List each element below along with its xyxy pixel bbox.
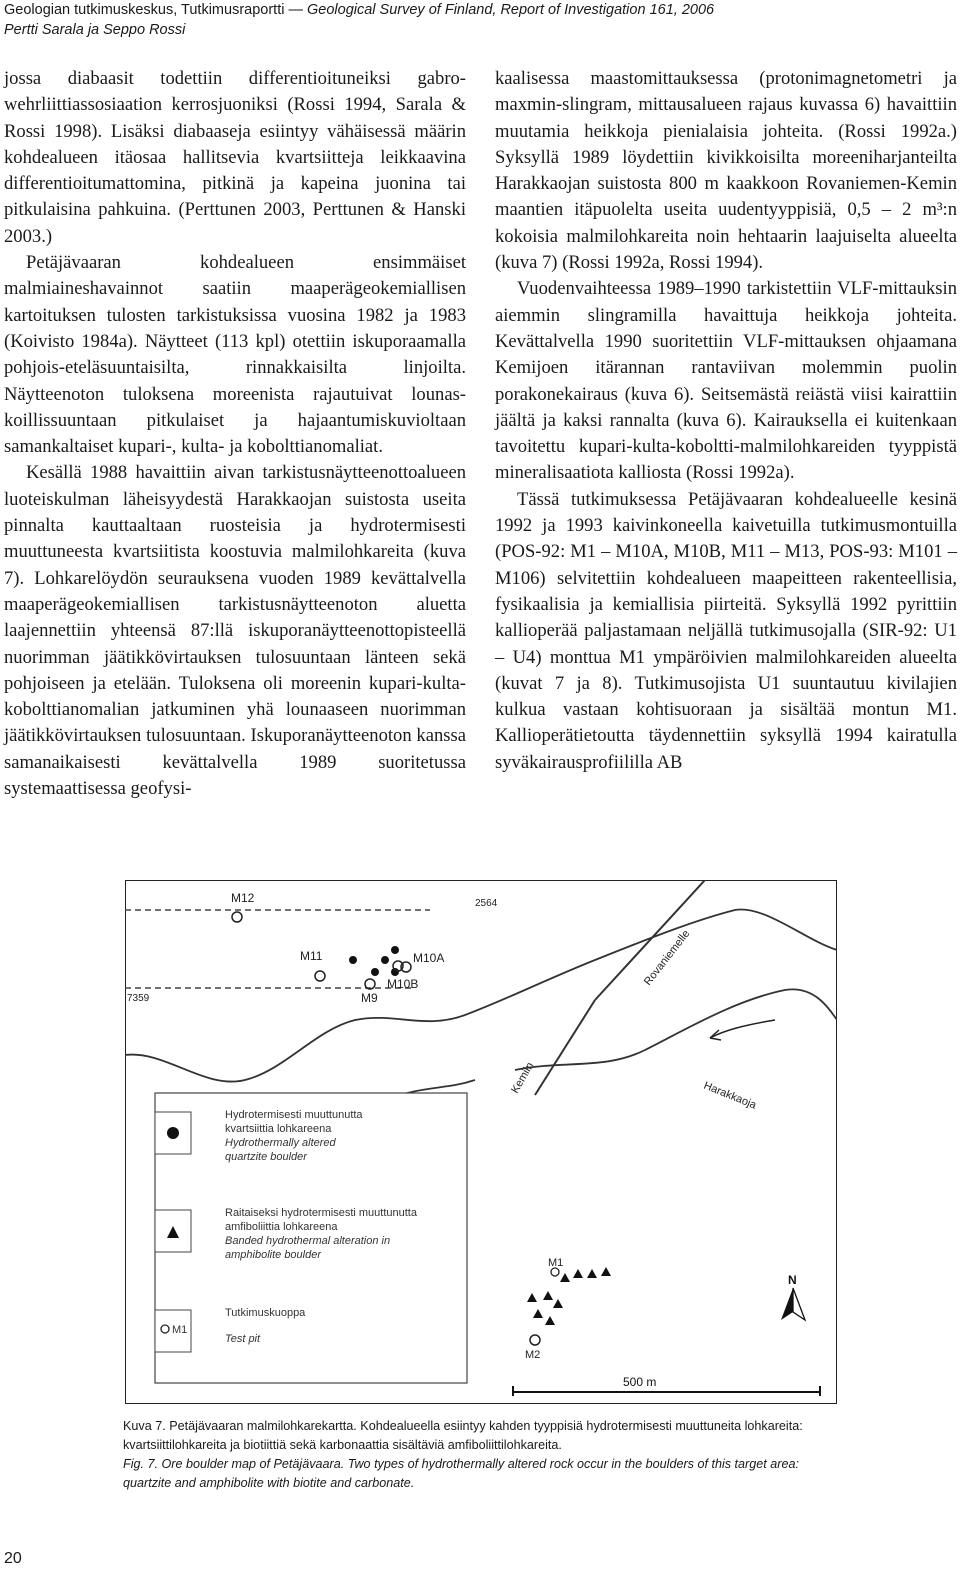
left-column: [4, 66, 466, 802]
quartzite-boulder-marker: [371, 968, 379, 976]
quartzite-boulder-marker: [349, 956, 357, 964]
label-north: N: [788, 1273, 797, 1287]
figure-caption: [123, 1417, 843, 1493]
right-column: [495, 66, 957, 776]
paragraph: Kesällä 1988 havaittiin aivan tarkistusnäytteenottoalueen luoteiskulman läheisyydestä Harakkaojan suistosta useita pinnalta kauttaaltaan ruosteisia ja hydrotermisesti muuttuneesta kvartsiitista koostuvia malmilohkareita (kuva 7). Lohkarelöydön seurauksena vuoden 1989 kevättalvella maaperägeokemiallisen tarkistusnäytteenoton aluetta laajennettiin yhteensä 87:llä iskuporanäytteenottopisteellä nuorimman jäätikkövirtauksen tulosuuntaan länteen sekä pohjoiseen ja etelään. Tuloksena oli moreenin kupari-kulta-kobolttianomalian jatkuminen yhä lounaaseen nuorimman jäätikkövirtauksen tulosuuntaan. Iskuporanäytteenoton kanssa samanaikaisesti kevättalvella 1989 suoritetussa systemaattisessa geofysi-: [4, 462, 466, 800]
header-authors: Pertti Sarala ja Seppo Rossi: [4, 22, 186, 38]
legend-en-1a: Hydrothermally altered: [225, 1137, 336, 1149]
label-m12: M12: [231, 891, 255, 905]
legend-test-pit-symbol: M1: [172, 1324, 188, 1336]
label-m11: M11: [300, 949, 323, 963]
ore-boulder-map-figure: [125, 880, 837, 1404]
paragraph: jossa diabaasit todettiin differentioituneiksi gabro-wehrliittiassosiaation kerrosjuoniksi (Rossi 1994, Sarala & Rossi 1998). Lisäksi diabaaseja esiintyy vähäisessä määrin kohdealueen itäosaa hallitsevia kvartsiitteja leikkaavina differentioitumattomina, pitkinä ja kapeina juonina tai pitkulaisina pahkuina. (Perttunen 2003, Perttunen & Hanski 2003.): [4, 68, 466, 247]
label-m10b: M10B: [387, 977, 419, 991]
header-line-1: [4, 0, 954, 20]
label-road-7359: 7359: [127, 993, 150, 1004]
legend-fi-2b: amfiboliittia lohkareena: [225, 1221, 338, 1233]
label-kemiin: Kemiin: [509, 1060, 537, 1096]
caption-finnish: Kuva 7. Petäjävaaran malmilohkarekartta. Kohdealueella esiintyy kahden tyyppisiä hydrotermisesti muuttuneita lohkareita: kvartsiittilohkareita ja biotiittiä sekä karbonaattia sisältäviä amfiboliittilohkareita.: [123, 1419, 803, 1452]
legend-en-1b: quartzite boulder: [225, 1151, 307, 1163]
legend-fi-3: Tutkimuskuoppa: [225, 1307, 306, 1319]
scale-label: 500 m: [623, 1375, 657, 1389]
running-header: [4, 0, 954, 40]
legend-fi-1a: Hydrotermisesti muuttunutta: [225, 1109, 363, 1121]
paragraph: Petäjävaaran kohdealueen ensimmäiset malmiaineshavainnot saatiin maaperägeokemiallisen kartoituksen tulosten tarkistuksissa vuosina 1982 ja 1983 (Koivisto 1984a). Näytteet (113 kpl) otettiin iskuporaamalla pohjois-eteläsuuntaisilta, rinnakkaisilta linjoilta. Näytteenoton tuloksena moreenista rajautuivat lounas-koillissuuntaan pitkulaiset ja hajaantumiskuvioltaan samankaltaiset kupari-, kulta- ja kobolttianomaliat.: [4, 252, 466, 458]
legend-en-2a: Banded hydrothermal alteration in: [225, 1235, 391, 1247]
label-m2: M2: [525, 1349, 541, 1361]
label-harakkaoja: Harakkaoja: [701, 1079, 758, 1112]
caption-english: Fig. 7. Ore boulder map of Petäjävaara. Two types of hydrothermally altered rock occur in the boulders of this target area: quartzite and amphibolite with biotite and carbonate.: [123, 1457, 799, 1490]
label-rovaniemelle: Rovaniemelle: [641, 927, 693, 988]
paragraph: Tässä tutkimuksessa Petäjävaaran kohdealueelle kesinä 1992 ja 1993 kaivinkoneella kaivetuilla tutkimusmontuilla (POS-92: M1 – M10A, M10B, M11 – M13, POS-93: M101 – M106) selvitettiin kohdealueen maapeitteen rakenteellisia, fysikaalisia ja kemiallisia piirteitä. Syksyllä 1992 pyrittiin kallioperää paljastamaan neljällä tutkimusojalla (SIR-92: U1 – U4) monttua M1 ympäröivien malmilohkareiden alueelta (kuvat 7 ja 8). Tutkimusojista U1 suuntautuu kivilajien kulkua vastaan kohtisuoraan ja sisältää montun M1. Kallioperätietoutta täydennettiin syksyllä 1994 kairatulla syväkairausprofiililla AB: [495, 488, 957, 773]
legend-fi-1b: kvartsiittia lohkareena: [225, 1123, 332, 1135]
map-svg: [125, 880, 837, 1404]
header-publication-english: Geological Survey of Finland, Report of Investigation 161, 2006: [307, 2, 715, 18]
quartzite-boulder-marker: [381, 956, 389, 964]
paragraph: Vuodenvaihteessa 1989–1990 tarkistettiin VLF-mittauksin aiemmin slingramilla havaittuja heikkoja johteita. Kevättalvella 1990 suoritettiin VLF-mittauksen ohjaamana Kemijoen itärannan rantaviivan molemmin puolin porakonekairaus (kuva 6). Seitsemästä reiästä viisi kairattiin jäältä ja kaksi rannalta (kuva 6). Kairauksella ei kuitenkaan tavoitettu kupari-kulta-koboltti-malmilohkareiden tyyppistä mineralisaatiota kalliosta (Rossi 1992a).: [495, 278, 957, 484]
quartzite-boulder-marker: [391, 946, 399, 954]
legend-en-3: Test pit: [225, 1333, 261, 1345]
legend-fi-2a: Raitaiseksi hydrotermisesti muuttunutta: [225, 1207, 417, 1219]
label-m10a: M10A: [413, 951, 445, 965]
label-road-2564: 2564: [475, 898, 498, 909]
label-m9: M9: [361, 991, 378, 1005]
page-number: 20: [4, 1550, 22, 1567]
legend-circle-icon: [167, 1127, 179, 1139]
label-m1: M1: [548, 1257, 564, 1269]
legend-en-2b: amphibolite boulder: [225, 1249, 322, 1261]
header-publication: Geologian tutkimuskeskus, Tutkimusraportti —: [4, 2, 308, 18]
paragraph: kaalisessa maastomittauksessa (protonimagnetometri ja maxmin-slingram, mittausalueen rajaus kuvassa 6) havaittiin muutamia heikkoja pienialaisia johteita. (Rossi 1992a.) Syksyllä 1989 löydettiin kivikkoisilta moreeniharjanteilta Harakkaojan suistosta 800 m kaakkoon Rovaniemen-Kemin maantien itäpuolelta useita uudentyyppisiä, 0,5 – 2 m³:n kokoisia malmilohkareita noin hehtaarin laajuiselta alueelta (kuva 7) (Rossi 1992a, Rossi 1994).: [495, 68, 957, 274]
